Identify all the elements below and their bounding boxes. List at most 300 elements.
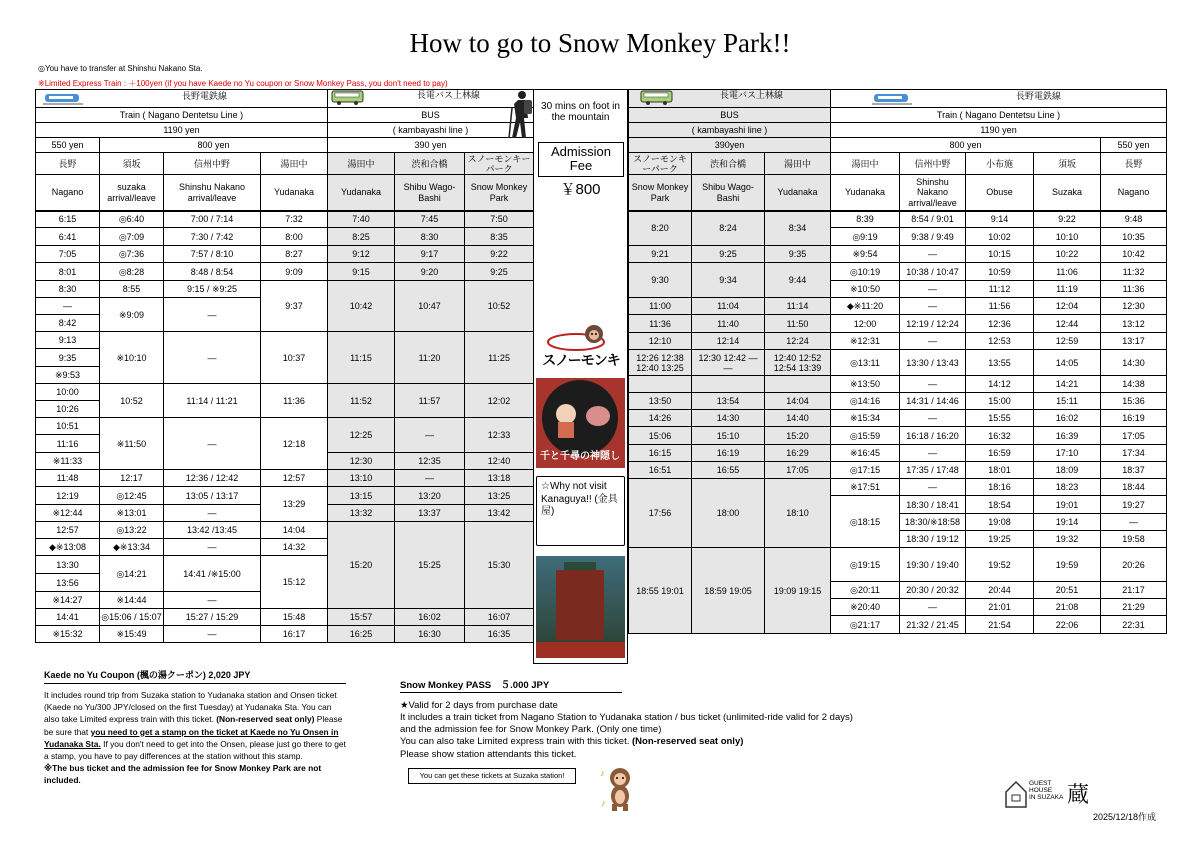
bus-icon (640, 90, 674, 107)
time-cell: — (900, 479, 966, 496)
coupon-p4: ※The bus ticket and the admission fee for Snow Monkey Park are not included. (44, 763, 322, 786)
timetable-row (36, 522, 534, 539)
pass-l4: You can also take Limited express train with this ticket. (400, 736, 630, 748)
timetable-row (629, 298, 1167, 315)
time-cell: 13:17 (1101, 333, 1167, 350)
middle-panel (533, 89, 628, 664)
time-cell: 13:25 (465, 487, 534, 505)
admission-fee-label: Admission Fee (538, 142, 624, 177)
time-cell: 14:32 (261, 539, 328, 556)
time-cell: 14:04 (261, 522, 328, 539)
train-icon (872, 91, 912, 107)
time-cell (629, 376, 692, 393)
time-cell: 13:50 (629, 393, 692, 410)
timetable-row (36, 487, 534, 505)
time-cell: 14:05 (1034, 350, 1101, 376)
train-line-jp: 長野電鉄線 (36, 90, 328, 108)
time-cell: 9:17 (395, 246, 465, 263)
time-cell: 14:30 (692, 410, 765, 427)
time-cell: 16:35 (465, 626, 534, 643)
time-cell: 16:17 (261, 626, 328, 643)
coupon-p2: Please be sure that (44, 714, 343, 737)
time-cell: 10:38 / 10:47 (900, 263, 966, 281)
time-cell: ※11:50 (100, 418, 164, 470)
time-cell: 15:30 (465, 522, 534, 609)
station-en: Yudanaka (765, 175, 831, 211)
time-cell: 17:35 / 17:48 (900, 462, 966, 479)
time-cell: 8:20 (629, 211, 692, 246)
time-cell: ◆※13:08 (36, 539, 100, 556)
fare-suzaka-yudanaka: 800 yen (100, 138, 328, 153)
pass-divider (400, 692, 622, 693)
time-cell: 17:34 (1101, 445, 1167, 462)
timetable-row (36, 263, 534, 281)
time-cell: — (900, 410, 966, 427)
time-cell: 7:32 (261, 211, 328, 228)
time-cell: 16:15 (629, 445, 692, 462)
bus-line-name: ( kambayashi line ) (328, 123, 534, 138)
logo-text: スノーモンキ (542, 352, 620, 368)
time-cell: 18:59 19:05 (692, 548, 765, 634)
time-cell: 8:30 (36, 281, 100, 298)
time-cell: 16:39 (1034, 427, 1101, 445)
spirited-away-poster (536, 378, 625, 468)
kanaguya-bubble: ☆Why not visit Kanaguya!! (金具屋) (536, 476, 625, 546)
time-cell: ◎12:45 (100, 487, 164, 505)
time-cell: 19:59 (1034, 548, 1101, 582)
time-cell: 16:51 (629, 462, 692, 479)
svg-text:♪: ♪ (600, 768, 605, 778)
time-cell: 12:53 (966, 333, 1034, 350)
time-cell: — (1101, 514, 1167, 531)
time-cell: ◎9:19 (831, 228, 900, 246)
time-cell: — (164, 626, 261, 643)
time-cell: 8:24 (692, 211, 765, 246)
timetable-row (36, 281, 534, 298)
time-cell: 7:30 / 7:42 (164, 228, 261, 246)
time-cell: 16:30 (395, 626, 465, 643)
time-cell: 13:55 (966, 350, 1034, 376)
time-cell: 19:25 (966, 531, 1034, 548)
suzaka-note: You can get these tickets at Suzaka station! (408, 768, 576, 784)
timetable-row (36, 470, 534, 487)
time-cell: 18:01 (966, 462, 1034, 479)
time-cell: 13:42 /13:45 (164, 522, 261, 539)
time-cell: 13:10 (328, 470, 395, 487)
time-cell: 21:54 (966, 616, 1034, 634)
time-cell: 11:40 (692, 315, 765, 333)
time-cell: 12:35 (395, 453, 465, 470)
time-cell: 10:52 (100, 384, 164, 418)
time-cell: ※13:50 (831, 376, 900, 393)
station-jp: 信州中野 (164, 153, 261, 175)
station-en: Yudanaka (261, 175, 328, 211)
time-cell: 12:59 (1034, 333, 1101, 350)
time-cell: ※16:45 (831, 445, 900, 462)
station-en: Suzaka (1034, 175, 1101, 211)
time-cell: 9:48 (1101, 211, 1167, 228)
time-cell: 15:57 (328, 609, 395, 626)
time-cell: 9:13 (36, 332, 100, 349)
time-cell: ◎7:09 (100, 228, 164, 246)
time-cell: 12:24 (765, 333, 831, 350)
time-cell: 6:41 (36, 228, 100, 246)
station-jp: 湯田中 (328, 153, 395, 175)
time-cell: 18:30 / 18:41 (900, 496, 966, 514)
return-bus-line-name: ( kambayashi line ) (629, 123, 831, 138)
pass-description (400, 700, 960, 761)
time-cell: 18:23 (1034, 479, 1101, 496)
time-cell: 12:14 (692, 333, 765, 350)
time-cell: 13:54 (692, 393, 765, 410)
time-cell: 10:02 (966, 228, 1034, 246)
page-title: How to go to Snow Monkey Park!! (409, 28, 791, 58)
timetable-row (36, 384, 534, 401)
time-cell: 15:20 (328, 522, 395, 609)
bus-line-jp: 長電バス上林線 (328, 90, 534, 108)
time-cell: 17:05 (1101, 427, 1167, 445)
time-cell: ◎14:16 (831, 393, 900, 410)
timetable-row (629, 333, 1167, 350)
timetable-row (36, 609, 534, 626)
time-cell: — (900, 281, 966, 298)
time-cell: 18:37 (1101, 462, 1167, 479)
time-cell: 16:19 (692, 445, 765, 462)
time-cell (692, 376, 765, 393)
station-en: suzaka arrival/leave (100, 175, 164, 211)
time-cell: 8:01 (36, 263, 100, 281)
return-bus-label: BUS (629, 108, 831, 123)
time-cell: ◎13:11 (831, 350, 900, 376)
station-en: Snow Monkey Park (465, 175, 534, 211)
time-cell: 14:21 (1034, 376, 1101, 393)
time-cell: 19:08 (966, 514, 1034, 531)
time-cell: 10:47 (395, 281, 465, 332)
time-cell: 21:08 (1034, 599, 1101, 616)
created-date: 2025/12/18作成 (1093, 812, 1157, 822)
time-cell: ※15:34 (831, 410, 900, 427)
time-cell: 10:42 (328, 281, 395, 332)
station-jp: スノーモンキーパーク (465, 153, 534, 175)
gh-line2: HOUSE (1029, 786, 1053, 794)
time-cell: 9:14 (966, 211, 1034, 228)
time-cell: 8:35 (465, 228, 534, 246)
time-cell: 20:51 (1034, 582, 1101, 599)
time-cell: 8:48 / 8:54 (164, 263, 261, 281)
timetable-row (629, 410, 1167, 427)
time-cell: 12:36 / 12:42 (164, 470, 261, 487)
time-cell: 11:06 (1034, 263, 1101, 281)
time-cell: 12:44 (1034, 315, 1101, 333)
time-cell: — (900, 445, 966, 462)
pass-l1: ★Valid for 2 days from purchase date (400, 700, 558, 711)
station-jp: スノーモンキーパーク (629, 153, 692, 175)
coupon-p3: If you don't need to get into the Onsen, please just go there to get a stamp, you have to pay differences at the station without this stamp. (44, 738, 346, 761)
time-cell: 14:41 (36, 609, 100, 626)
time-cell: 12:26 12:38 12:40 13:25 (629, 350, 692, 376)
time-cell: ◎14:21 (100, 556, 164, 592)
kanaguya-building-image (536, 556, 625, 658)
timetable-row (36, 418, 534, 435)
time-cell: ◆※13:34 (100, 539, 164, 556)
time-cell: 16:18 / 16:20 (900, 427, 966, 445)
station-jp: 渋和合橋 (692, 153, 765, 175)
timetable-row (36, 246, 534, 263)
time-cell: 7:05 (36, 246, 100, 263)
station-en: Shinshu Nakano arrival/leave (900, 175, 966, 211)
time-cell: ※13:01 (100, 505, 164, 522)
time-cell: — (36, 298, 100, 315)
station-jp: 渋和合橋 (395, 153, 465, 175)
station-jp: 小布施 (966, 153, 1034, 175)
time-cell: ※17:51 (831, 479, 900, 496)
time-cell: 16:55 (692, 462, 765, 479)
time-cell: 12:25 (328, 418, 395, 453)
time-cell: 8:00 (261, 228, 328, 246)
time-cell: 10:26 (36, 401, 100, 418)
admission-fee: ￥800 (560, 181, 601, 198)
time-cell: 10:37 (261, 332, 328, 384)
time-cell: 20:44 (966, 582, 1034, 599)
time-cell: 7:57 / 8:10 (164, 246, 261, 263)
time-cell: 14:30 (1101, 350, 1167, 376)
time-cell: ◎18:15 (831, 496, 900, 548)
time-cell: 10:22 (1034, 246, 1101, 263)
time-cell: 10:00 (36, 384, 100, 401)
coupon-title: Kaede no Yu Coupon (楓の湯クーポン) 2,020 JPY (44, 670, 251, 680)
gh-kura: 蔵 (1067, 783, 1090, 808)
time-cell: ※12:44 (36, 505, 100, 522)
time-cell: 14:40 (765, 410, 831, 427)
time-cell: 15:27 / 15:29 (164, 609, 261, 626)
gh-line3: IN SUZAKA (1029, 793, 1064, 801)
time-cell: — (900, 599, 966, 616)
station-jp: 湯田中 (765, 153, 831, 175)
timetable-row (629, 427, 1167, 445)
time-cell: 12:30 12:42 — — (692, 350, 765, 376)
timetable-row (629, 263, 1167, 281)
time-cell: 9:12 (328, 246, 395, 263)
time-cell: 16:29 (765, 445, 831, 462)
time-cell: 21:17 (1101, 582, 1167, 599)
return-train-line-en: Train ( Nagano Dentetsu Line ) (831, 108, 1167, 123)
time-cell: 9:22 (465, 246, 534, 263)
time-cell: ◎20:11 (831, 582, 900, 599)
walk-note: 30 mins on foot in the mountain (541, 101, 620, 123)
time-cell: 18:10 (765, 479, 831, 548)
time-cell: 18:44 (1101, 479, 1167, 496)
time-cell: 11:32 (1101, 263, 1167, 281)
time-cell: 14:04 (765, 393, 831, 410)
timetable-row (36, 332, 534, 349)
time-cell: 22:31 (1101, 616, 1167, 634)
time-cell: ※14:27 (36, 592, 100, 609)
station-jp: 湯田中 (261, 153, 328, 175)
time-cell: 6:15 (36, 211, 100, 228)
limited-express-note: ※Limited Express Train : ＋100yen (if you have Kaede no Yu coupon or Snow Monkey Pass, you don't need to pay) (38, 79, 448, 88)
pass-l3: and the admission fee for Snow Monkey Park. (Only one time) (400, 724, 662, 736)
time-cell: 12:30 (328, 453, 395, 470)
time-cell: ※9:53 (36, 367, 100, 384)
time-cell: 12:17 (100, 470, 164, 487)
time-cell: 13:05 / 13:17 (164, 487, 261, 505)
time-cell: — (395, 418, 465, 453)
time-cell: 15:12 (261, 556, 328, 609)
time-cell: 11:25 (465, 332, 534, 384)
coupon-stamp-note: you need to get a stamp on the ticket at Kaede no Yu Onsen in Yudanaka Sta. (44, 726, 339, 749)
time-cell: 12:18 (261, 418, 328, 470)
time-cell: ◎19:15 (831, 548, 900, 582)
time-cell: 10:35 (1101, 228, 1167, 246)
time-cell: 13:12 (1101, 315, 1167, 333)
time-cell: ※11:33 (36, 453, 100, 470)
time-cell: 9:34 (692, 263, 765, 298)
time-cell: 18:30 / 19:12 (900, 531, 966, 548)
time-cell: 9:09 (261, 263, 328, 281)
timetable-row (629, 350, 1167, 376)
time-cell: 10:10 (1034, 228, 1101, 246)
time-cell: ※10:10 (100, 332, 164, 384)
time-cell: ◎15:06 / 15:07 (100, 609, 164, 626)
bus-label: BUS (328, 108, 534, 123)
time-cell: 12:36 (966, 315, 1034, 333)
timetable-row (629, 315, 1167, 333)
time-cell: 13:18 (465, 470, 534, 487)
time-cell: ◎15:59 (831, 427, 900, 445)
time-cell: ◎7:36 (100, 246, 164, 263)
time-cell: 9:37 (261, 281, 328, 332)
time-cell: 7:50 (465, 211, 534, 228)
station-en: Shibu Wago-Bashi (692, 175, 765, 211)
return-fare-yudanaka-suzaka: 800 yen (831, 138, 1101, 153)
time-cell: ※9:09 (100, 298, 164, 332)
timetable-row (629, 393, 1167, 410)
time-cell: 14:38 (1101, 376, 1167, 393)
time-cell: — (164, 298, 261, 332)
time-cell: — (164, 592, 261, 609)
time-cell: — (900, 376, 966, 393)
transfer-note: ◎You have to transfer at Shinshu Nakano Sta. (38, 64, 203, 73)
timetable-row (629, 246, 1167, 263)
time-cell: 19:01 (1034, 496, 1101, 514)
time-cell: — (900, 298, 966, 315)
snow-monkey-logo (540, 322, 622, 372)
monkey-logo-icon (540, 322, 622, 352)
time-cell: 10:15 (966, 246, 1034, 263)
time-cell: 11:20 (395, 332, 465, 384)
time-cell: 9:44 (765, 263, 831, 298)
time-cell: ※10:50 (831, 281, 900, 298)
time-cell: 19:14 (1034, 514, 1101, 531)
timetable-row (629, 479, 1167, 496)
pass-title: Snow Monkey PASS ５.000 JPY (400, 680, 550, 691)
train-line-en: Train ( Nagano Dentetsu Line ) (36, 108, 328, 123)
time-cell: 9:25 (692, 246, 765, 263)
time-cell: 13:32 (328, 505, 395, 522)
train-icon (43, 91, 83, 107)
time-cell: 9:15 (328, 263, 395, 281)
time-cell: 9:25 (465, 263, 534, 281)
time-cell: ※20:40 (831, 599, 900, 616)
time-cell: 15:36 (1101, 393, 1167, 410)
time-cell: ◆※11:20 (831, 298, 900, 315)
train-fare: 1190 yen (36, 123, 328, 138)
time-cell: 15:55 (966, 410, 1034, 427)
fare-nagano-suzaka: 550 yen (36, 138, 100, 153)
time-cell: 9:30 (629, 263, 692, 298)
time-cell: 15:06 (629, 427, 692, 445)
time-cell: 11:14 (765, 298, 831, 315)
time-cell: 16:32 (966, 427, 1034, 445)
time-cell: — (164, 505, 261, 522)
time-cell: 19:52 (966, 548, 1034, 582)
time-cell: ◎10:19 (831, 263, 900, 281)
time-cell: 21:29 (1101, 599, 1167, 616)
station-en: Nagano (36, 175, 100, 211)
time-cell: ◎8:28 (100, 263, 164, 281)
timetable-row (36, 626, 534, 643)
time-cell: — (164, 539, 261, 556)
bus-icon (331, 90, 365, 107)
guesthouse-logo (1005, 778, 1105, 810)
time-cell: 18:55 19:01 (629, 548, 692, 634)
time-cell: — (900, 246, 966, 263)
time-cell: ※14:44 (100, 592, 164, 609)
time-cell: — (164, 332, 261, 384)
time-cell: 15:00 (966, 393, 1034, 410)
timetable-row (629, 211, 1167, 228)
station-jp: 湯田中 (831, 153, 900, 175)
guesthouse-name (1029, 781, 1063, 801)
return-timetable (628, 89, 1167, 634)
time-cell: — (395, 470, 465, 487)
time-cell (765, 376, 831, 393)
time-cell: 11:48 (36, 470, 100, 487)
timetable-row (629, 445, 1167, 462)
return-train-line-jp: 長野電鉄線 (831, 90, 1167, 108)
time-cell: 12:04 (1034, 298, 1101, 315)
time-cell: ◎21:17 (831, 616, 900, 634)
time-cell: 21:01 (966, 599, 1034, 616)
time-cell: 12:02 (465, 384, 534, 418)
time-cell: 14:31 / 14:46 (900, 393, 966, 410)
time-cell: 21:32 / 21:45 (900, 616, 966, 634)
time-cell: ※9:54 (831, 246, 900, 263)
time-cell: 19:30 / 19:40 (900, 548, 966, 582)
return-bus-fare: 390yen (629, 138, 831, 153)
gh-line1: GUEST (1029, 780, 1052, 787)
time-cell: 11:50 (765, 315, 831, 333)
time-cell: 12:57 (261, 470, 328, 487)
coupon-description (44, 689, 349, 787)
time-cell: 13:20 (395, 487, 465, 505)
time-cell: 8:34 (765, 211, 831, 246)
time-cell: ※15:49 (100, 626, 164, 643)
time-cell: 11:36 (261, 384, 328, 418)
time-cell: 9:20 (395, 263, 465, 281)
time-cell: 19:27 (1101, 496, 1167, 514)
time-cell: 16:07 (465, 609, 534, 626)
time-cell: 13:30 (36, 556, 100, 574)
time-cell: 11:12 (966, 281, 1034, 298)
time-cell: 19:09 19:15 (765, 548, 831, 634)
time-cell: 8:55 (100, 281, 164, 298)
time-cell: 19:58 (1101, 531, 1167, 548)
time-cell: ◎6:40 (100, 211, 164, 228)
time-cell: 14:41 /※15:00 (164, 556, 261, 592)
time-cell: 8:25 (328, 228, 395, 246)
bus-fare: 390 yen (328, 138, 534, 153)
